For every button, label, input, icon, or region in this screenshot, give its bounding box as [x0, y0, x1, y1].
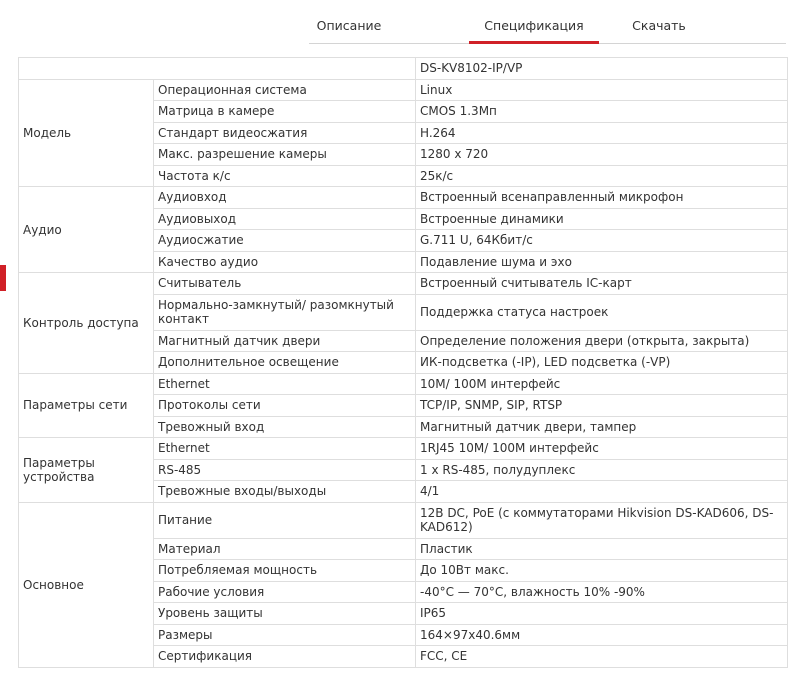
- feature-cell: Размеры: [154, 624, 416, 646]
- feature-cell: Ethernet: [154, 373, 416, 395]
- value-cell: Linux: [416, 79, 788, 101]
- specification-table: [18, 57, 788, 668]
- value-cell: -40°C — 70°C, влажность 10% -90%: [416, 581, 788, 603]
- value-cell: 25к/с: [416, 165, 788, 187]
- value-cell: До 10Вт макс.: [416, 560, 788, 582]
- category-cell: Основное: [19, 502, 154, 667]
- value-cell: 164×97x40.6мм: [416, 624, 788, 646]
- table-row: [19, 438, 788, 460]
- feature-cell: Сертификация: [154, 646, 416, 668]
- value-cell: 4/1: [416, 481, 788, 503]
- feature-cell: Питание: [154, 502, 416, 538]
- value-cell: Магнитный датчик двери, тампер: [416, 416, 788, 438]
- active-tab-indicator: [469, 41, 599, 44]
- model-name: DS-KV8102-IP/VP: [416, 58, 788, 80]
- value-cell: ИК-подсветка (-IP), LED подсветка (-VP): [416, 352, 788, 374]
- value-cell: CMOS 1.3Мп: [416, 101, 788, 123]
- value-cell: 12В DC, PoE (с коммутаторами Hikvision DS-KAD606, DS-KAD612): [416, 502, 788, 538]
- feature-cell: Материал: [154, 538, 416, 560]
- feature-cell: Считыватель: [154, 273, 416, 295]
- category-cell: Модель: [19, 79, 154, 187]
- value-cell: 1RJ45 10M/ 100M интерфейс: [416, 438, 788, 460]
- tab-specification[interactable]: Спецификация: [484, 18, 584, 33]
- feature-cell: Стандарт видеосжатия: [154, 122, 416, 144]
- category-cell: Аудио: [19, 187, 154, 273]
- feature-cell: Частота к/с: [154, 165, 416, 187]
- feature-cell: Матрица в камере: [154, 101, 416, 123]
- table-row: [19, 373, 788, 395]
- category-cell: Параметры сети: [19, 373, 154, 438]
- table-row: [19, 79, 788, 101]
- feature-cell: Макс. разрешение камеры: [154, 144, 416, 166]
- value-cell: Встроенный всенаправленный микрофон: [416, 187, 788, 209]
- feature-cell: Дополнительное освещение: [154, 352, 416, 374]
- value-cell: Встроенный считыватель IC-карт: [416, 273, 788, 295]
- feature-cell: RS-485: [154, 459, 416, 481]
- value-cell: 10M/ 100M интерфейс: [416, 373, 788, 395]
- value-cell: FCC, CE: [416, 646, 788, 668]
- category-cell: Контроль доступа: [19, 273, 154, 374]
- category-cell: Параметры устройства: [19, 438, 154, 503]
- value-cell: Определение положения двери (открыта, закрыта): [416, 330, 788, 352]
- feature-cell: Магнитный датчик двери: [154, 330, 416, 352]
- feature-cell: Ethernet: [154, 438, 416, 460]
- table-row: [19, 502, 788, 538]
- value-cell: 1 x RS-485, полудуплекс: [416, 459, 788, 481]
- feature-cell: Аудиосжатие: [154, 230, 416, 252]
- value-cell: Встроенные динамики: [416, 208, 788, 230]
- value-cell: IP65: [416, 603, 788, 625]
- feature-cell: Качество аудио: [154, 251, 416, 273]
- tab-download[interactable]: Скачать: [632, 18, 686, 33]
- table-row: [19, 187, 788, 209]
- table-row: [19, 58, 788, 80]
- table-row: [19, 273, 788, 295]
- value-cell: H.264: [416, 122, 788, 144]
- feature-cell: Аудиовход: [154, 187, 416, 209]
- side-tab-marker: [0, 265, 6, 291]
- value-cell: Поддержка статуса настроек: [416, 294, 788, 330]
- tab-description[interactable]: Описание: [316, 18, 382, 33]
- feature-cell: Рабочие условия: [154, 581, 416, 603]
- feature-cell: Потребляемая мощность: [154, 560, 416, 582]
- value-cell: Подавление шума и эхо: [416, 251, 788, 273]
- feature-cell: Протоколы сети: [154, 395, 416, 417]
- header-empty-cell: [19, 58, 416, 80]
- feature-cell: Тревожные входы/выходы: [154, 481, 416, 503]
- feature-cell: Операционная система: [154, 79, 416, 101]
- value-cell: G.711 U, 64Кбит/с: [416, 230, 788, 252]
- value-cell: 1280 x 720: [416, 144, 788, 166]
- tab-bar: [309, 0, 786, 44]
- feature-cell: Нормально-замкнутый/ разомкнутый контакт: [154, 294, 416, 330]
- feature-cell: Аудиовыход: [154, 208, 416, 230]
- feature-cell: Уровень защиты: [154, 603, 416, 625]
- value-cell: TCP/IP, SNMP, SIP, RTSP: [416, 395, 788, 417]
- value-cell: Пластик: [416, 538, 788, 560]
- feature-cell: Тревожный вход: [154, 416, 416, 438]
